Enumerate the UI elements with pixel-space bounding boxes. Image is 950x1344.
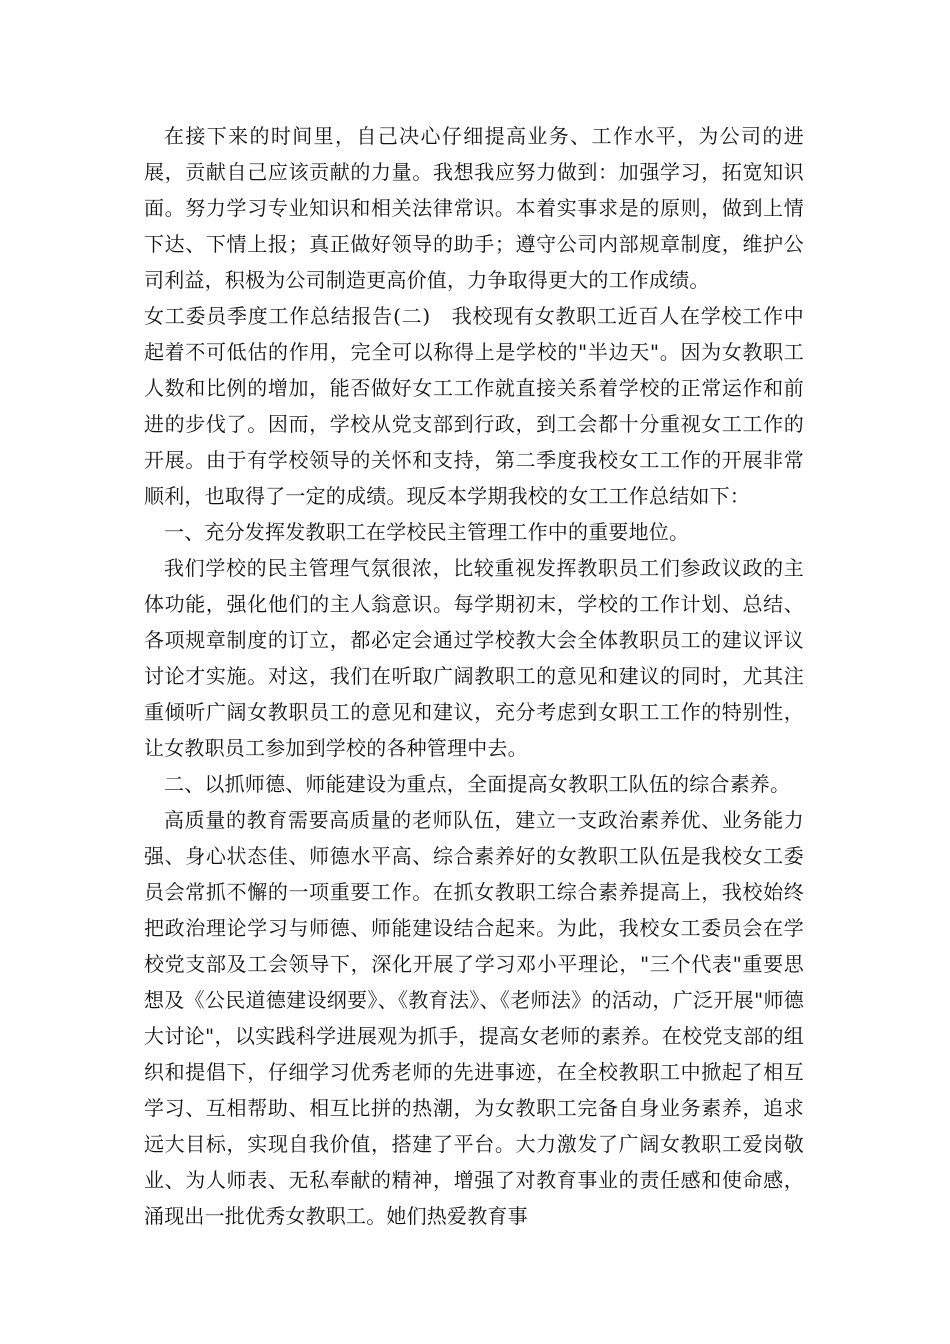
section-heading-1: 一、充分发挥发教职工在学校民主管理工作中的重要地位。 [164,520,690,544]
document-body [144,118,804,1234]
section-heading-2: 二、以抓师德、师能建设为重点，全面提高女教职工队伍的综合素养。 [164,772,791,796]
paragraph-work-resolution: 在接下来的时间里，自己决心仔细提高业务、工作水平，为公司的进展，贡献自己应该贡献的力量。我想我应努力做到：加强学习，拓宽知识面。努力学习专业知识和相关法律常识。本着实事求是的原则，做到上情下达、下情上报；真正做好领导的助手；遵守公司内部规章制度，维护公司利益，积极为公司制造更高价值，力争取得更大的工作成绩。 [144,124,804,292]
paragraph-report-intro: 女工委员季度工作总结报告(二) 我校现有女教职工近百人在学校工作中起着不可低估的作用，完全可以称得上是学校的"半边天"。因为女教职工人数和比例的增加，能否做好女工工作就直接关系着学校的正常运作和前进的步伐了。因而，学校从党支部到行政，到工会都十分重视女工工作的开展。由于有学校领导的关怀和支持，第二季度我校女工工作的开展非常顺利，也取得了一定的成绩。现反本学期我校的女工工作总结如下： [144,304,804,508]
paragraph-democratic-management: 我们学校的民主管理气氛很浓，比较重视发挥教职员工们参政议政的主体功能，强化他们的主人翁意识。每学期初末，学校的工作计划、总结、各项规章制度的订立，都必定会通过学校教大会全体教职员工的建议评议讨论才实施。对这，我们在听取广阔教职工的意见和建议的同时，尤其注重倾听广阔女教职员工的意见和建议，充分考虑到女职工工作的特别性，让女教职员工参加到学校的各种管理中去。 [144,556,804,760]
paragraph-teacher-quality: 高质量的教育需要高质量的老师队伍，建立一支政治素养优、业务能力强、身心状态佳、师德水平高、综合素养好的女教职工队伍是我校女工委员会常抓不懈的一项重要工作。在抓女教职工综合素养提高上，我校始终把政治理论学习与师德、师能建设结合起来。为此，我校女工委员会在学校党支部及工会领导下，深化开展了学习邓小平理论，"三个代表"重要思想及《公民道德建设纲要》、《教育法》、《老师法》的活动，广泛开展"师德大讨论"，以实践科学进展观为抓手，提高女老师的素养。在校党支部的组织和提倡下，仔细学习优秀老师的先进事迹，在全校教职工中掀起了相互学习、互相帮助、相互比拼的热潮，为女教职工完备自身业务素养，追求远大目标，实现自我价值，搭建了平台。大力激发了广阔女教职工爱岗敬业、为人师表、无私奉献的精神，增强了对教育事业的责任感和使命感，涌现出一批优秀女教职工。她们热爱教育事 [144,808,804,1228]
